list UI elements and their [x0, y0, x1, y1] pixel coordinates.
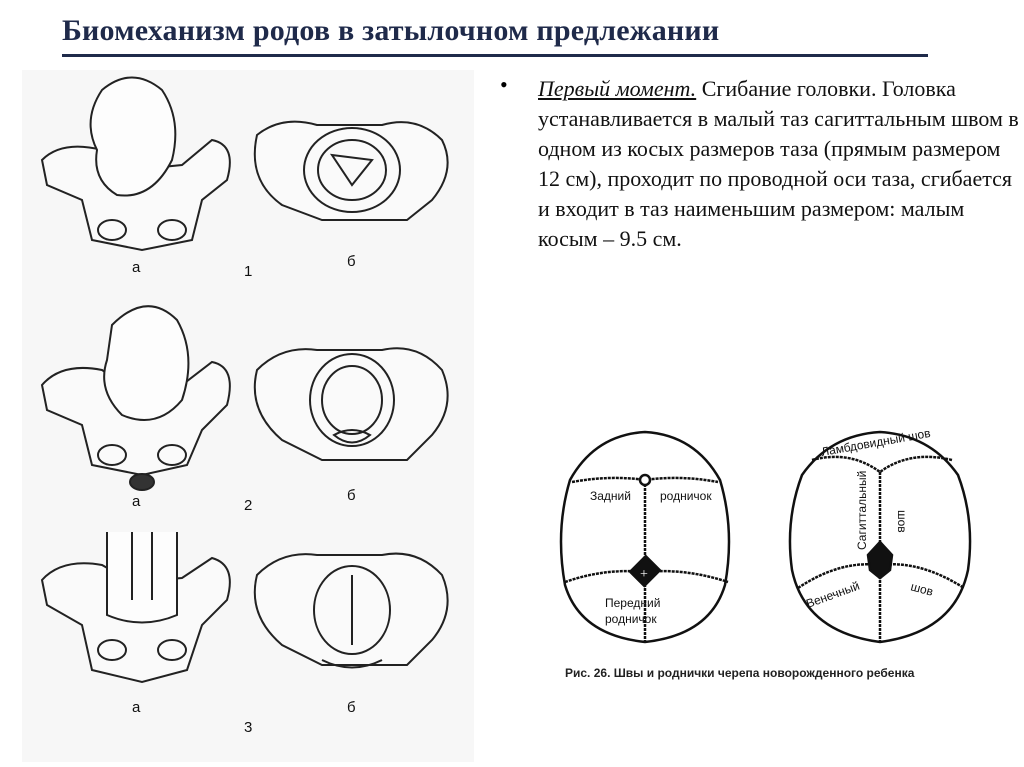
label-fontanelle-anterior: родничок [605, 612, 657, 626]
figure-caption: Рис. 26. Швы и роднички черепа новорожденного ребенка [565, 666, 915, 680]
label-fontanelle-posterior: родничок [660, 489, 712, 503]
skull-diagram-1 [561, 432, 729, 642]
skull-diagram-2 [790, 432, 970, 642]
label-2a: а [132, 493, 141, 510]
label-suture-2: шов [909, 579, 935, 599]
label-row-2: 2 [244, 497, 253, 514]
label-1b: б [347, 253, 356, 270]
slide-title: Биомеханизм родов в затылочном предлежании [62, 14, 720, 47]
birth-mechanism-figure [22, 70, 474, 762]
svg-text:+: + [640, 567, 648, 582]
pelvis-with-fetus-2a [42, 306, 230, 490]
label-2b: б [347, 487, 356, 504]
body-text [500, 74, 1020, 254]
label-sagittal: Сагиттальный [855, 470, 869, 550]
label-lambdoid-suture: Ламбдовидный шов [820, 425, 932, 459]
label-3b: б [347, 699, 356, 716]
pelvis-with-fetus-1a [42, 78, 230, 251]
pelvis-inlet-2b [255, 348, 448, 460]
pelvis-with-fetus-3a [42, 532, 230, 682]
label-posterior: Задний [590, 489, 631, 503]
label-1a: а [132, 259, 141, 276]
pelvis-inlet-3b [255, 554, 448, 668]
moment-description: Сгибание головки. Головка устанавливается в малый таз сагиттальным швом в одном из косых размеров таза (прямым размером 12 см), проходит по проводной оси таза, сгибается и входит в таз наименьшим размером: малым косым – 9.5 см. [538, 76, 1019, 251]
bullet-marker: • [500, 72, 508, 97]
moment-heading: Первый момент. [538, 76, 697, 101]
label-row-3: 3 [244, 719, 253, 736]
title-underline [62, 54, 928, 57]
label-anterior: Передний [605, 596, 661, 610]
label-suture-1: шов [895, 510, 909, 533]
label-3a: а [132, 699, 141, 716]
label-row-1: 1 [244, 263, 253, 280]
pelvis-inlet-1b [255, 122, 448, 220]
label-coronal: Венечный [804, 578, 862, 611]
